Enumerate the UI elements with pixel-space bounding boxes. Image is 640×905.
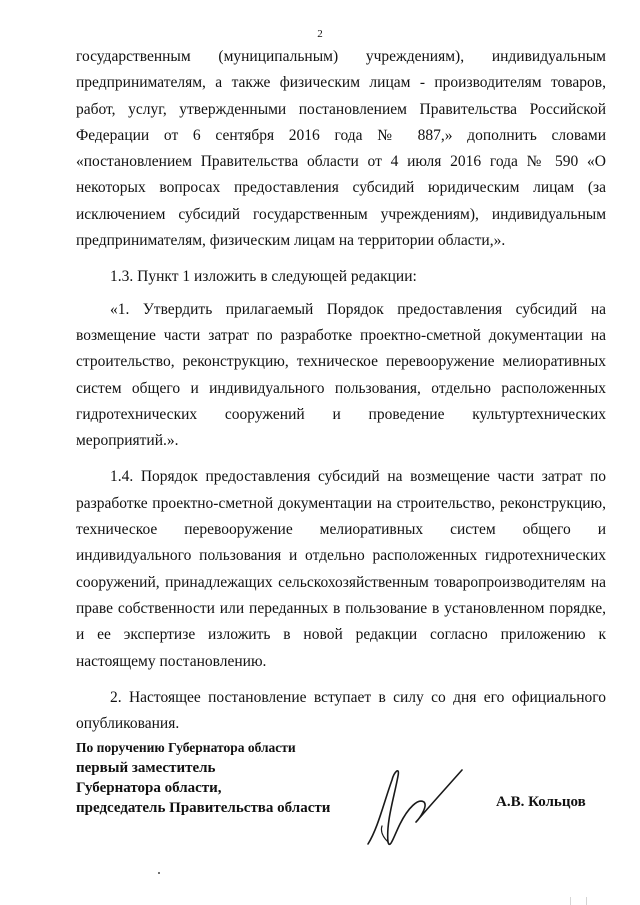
- signature-authority-line: По поручению Губернатора области: [76, 740, 296, 755]
- document-body: [76, 44, 606, 747]
- paragraph-item-2: 2. Настоящее постановление вступает в силу со дня его официального опубликования.: [76, 688, 606, 733]
- handwritten-signature: [358, 758, 478, 858]
- scan-corner-marks: | |: [570, 896, 594, 905]
- paragraph-item-1-4: 1.4. Порядок предоставления субсидий на возмещение части затрат по разработке проектно-сметной документации на строительство, реконструкцию, техническое перевооружение мелиоративных систем общего и индивидуального пользования и отдельно расположенных гидротехнических сооружений, принадлежащих сельскохозяйственным товаропроизводителям на праве собственности или переданных в пользование в установленном порядке, и ее экспертизе изложить в новой редакции согласно приложению к настоящему постановлению.: [76, 468, 606, 670]
- signature-position-line-2: Губернатора области,: [76, 780, 222, 796]
- signatory-name: А.В. Кольцов: [496, 794, 586, 810]
- paragraph-quoted-item-1: «1. Утвердить прилагаемый Порядок предоставления субсидий на возмещение части затрат по разработке проектно-сметной документации на строительство, реконструкцию, техническое перевооружение мелиоративных систем общего и индивидуального пользования, отдельно расположенных гидротехнических сооружений и проведение культуртехнических мероприятий.».: [76, 300, 606, 450]
- paragraph-continuation: государственным (муниципальным) учреждениям), индивидуальным предпринимателям, а также физическим лицам - производителям товаров, работ, услуг, утвержденными постановлением Правительства Российской Федерации от 6 сентября 2016 года № 887,» дополнить словами «постановлением Правительства области от 4 июля 2016 года № 590 «О некоторых вопросах предоставления субсидий юридическим лицам (за исключением субсидий государственным учреждениям), индивидуальным предпринимателям, физическим лицам на территории области,».: [76, 48, 606, 250]
- signature-position-line-3: председатель Правительства области: [76, 800, 331, 816]
- scan-speck: [158, 872, 160, 874]
- paragraph-item-1-3: 1.3. Пункт 1 изложить в следующей редакции:: [110, 268, 417, 286]
- signature-position-line-1: первый заместитель: [76, 760, 216, 776]
- page-number: 2: [317, 28, 323, 40]
